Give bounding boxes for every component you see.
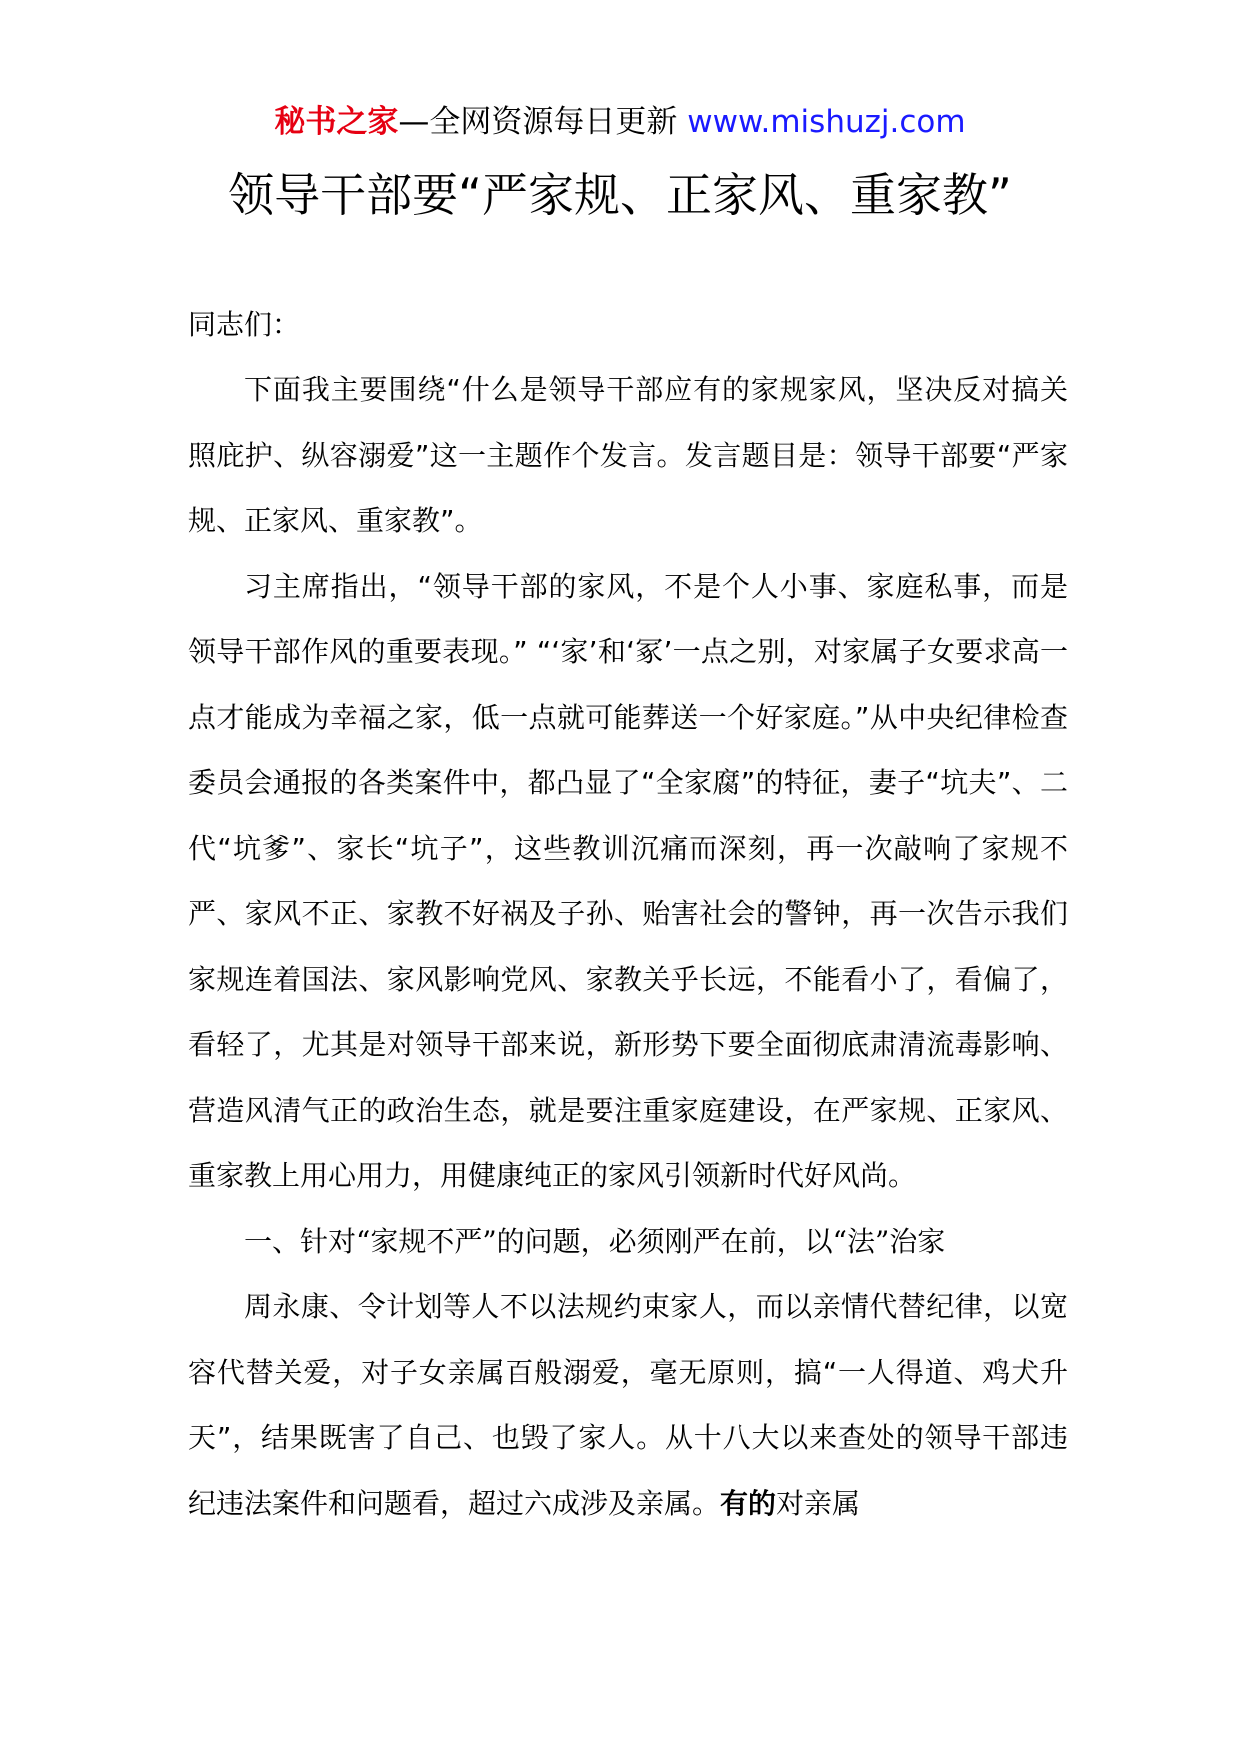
paragraph-intro: 下面我主要围绕“什么是领导干部应有的家规家风，坚决反对搞关照庇护、纵容溺爱”这一主题作个发言。发言题目是：领导干部要“严家规、正家风、重家教”。 [188, 373, 1068, 537]
site-header [0, 100, 1240, 144]
document-body [188, 357, 1068, 1536]
paragraph-section-1-bold: 有的 [720, 1486, 777, 1520]
site-url-link[interactable]: www.mishuzj.com [687, 104, 966, 140]
document-title: 领导干部要“严家规、正家风、重家教” [228, 168, 1012, 222]
brand-name: 秘书之家 [274, 104, 399, 140]
paragraph-quote: 习主席指出，“领导干部的家风，不是个人小事、家庭私事，而是领导干部作风的重要表现。” “‘家’和‘冢’一点之别，对家属子女要求高一点才能成为幸福之家，低一点就可能葬送一个好家庭。”从中央纪律检查委员会通报的各类案件中，都凸显了“全家腐”的特征，妻子“坑夫”、二代“坑爹”、家长“坑子”，这些教训沉痛而深刻，再一次敲响了家规不严、家风不正、家教不好祸及子孙、贻害社会的警钟，再一次告示我们家规连着国法、家风影响党风、家教关乎长远，不能看小了，看偏了，看轻了，尤其是对领导干部来说，新形势下要全面彻底肃清流毒影响、营造风清气正的政治生态，就是要注重家庭建设，在严家规、正家风、重家教上用心用力，用健康纯正的家风引领新时代好风尚。 [188, 569, 1068, 1192]
greeting: 同志们： [188, 308, 301, 341]
paragraph-section-1 [188, 1274, 1068, 1536]
header-tagline: —全网资源每日更新 [398, 104, 688, 140]
section-heading-1: 一、针对“家规不严”的问题，必须刚严在前，以“法”治家 [244, 1224, 946, 1258]
paragraph-section-1-tail: 对亲属 [776, 1486, 861, 1520]
paragraph-section-1-text: 周永康、令计划等人不以法规约束家人，而以亲情代替纪律，以宽容代替关爱，对子女亲属百般溺爱，毫无原则，搞“一人得道、鸡犬升天”，结果既害了自己、也毁了家人。从十八大以来查处的领导干部违纪违法案件和问题看，超过六成涉及亲属。 [188, 1290, 1068, 1520]
